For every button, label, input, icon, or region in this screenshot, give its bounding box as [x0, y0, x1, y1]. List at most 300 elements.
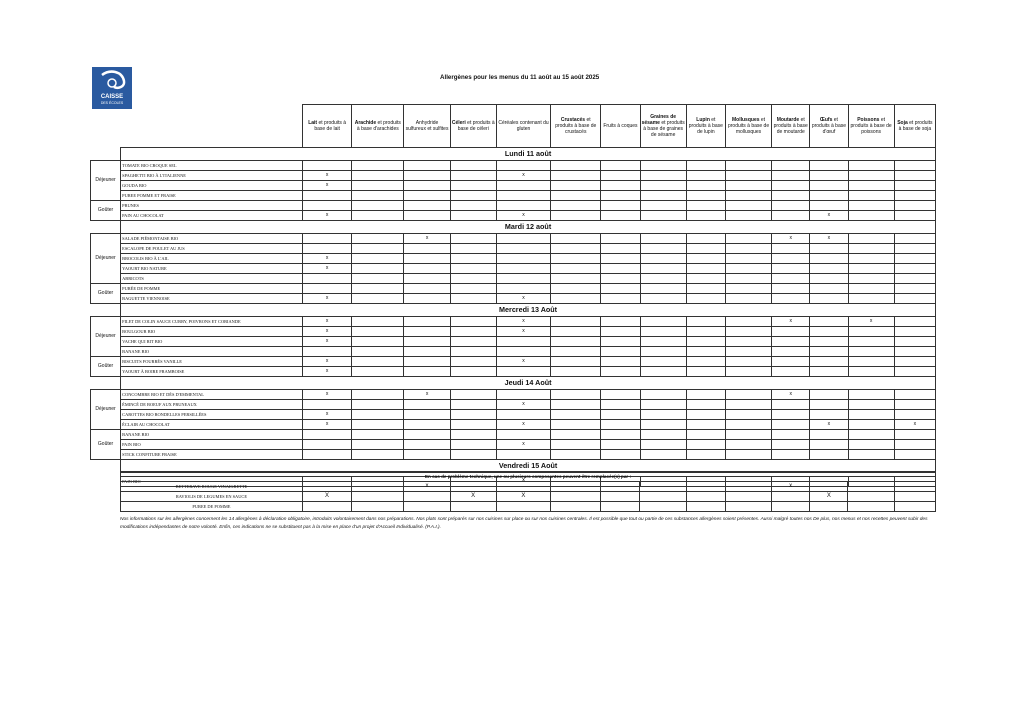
allergen-cell: [496, 410, 550, 420]
dish-row: [91, 234, 936, 244]
allergen-header: Arachide et produits à base d'arachides: [352, 105, 404, 148]
allergen-cell: [303, 400, 352, 410]
allergen-cell: [640, 234, 686, 244]
allergen-cell: [640, 191, 686, 201]
allergen-cell: [640, 171, 686, 181]
dish-name: TOMATE BIO CROQUE SEL: [121, 161, 303, 171]
allergen-cell: [848, 244, 894, 254]
allergen-cell: [640, 410, 686, 420]
dish-row: [91, 420, 936, 430]
allergen-cell: [686, 502, 725, 512]
allergen-cell: [894, 347, 935, 357]
allergen-cell: [450, 191, 496, 201]
allergen-cell: [894, 357, 935, 367]
allergen-cell: [640, 347, 686, 357]
allergen-cell: [725, 390, 771, 400]
allergen-cell: [810, 410, 848, 420]
allergen-cell: [404, 440, 450, 450]
allergen-cell: x: [303, 171, 352, 181]
allergen-cell: [551, 390, 601, 400]
allergen-cell: [352, 264, 404, 274]
allergen-cell: [601, 420, 640, 430]
allergen-cell: [404, 191, 450, 201]
allergen-cell: [601, 482, 640, 492]
allergen-header: Anhydride sulfureux et sulfites: [404, 105, 450, 148]
dish-name: ESCALOPE DE POULET AU JUS: [121, 244, 303, 254]
allergen-cell: [686, 244, 725, 254]
allergen-cell: [894, 274, 935, 284]
document-title: Allergènes pour les menus du 11 août au 15 août 2025: [440, 74, 600, 81]
allergen-cell: [725, 430, 771, 440]
allergen-cell: [601, 274, 640, 284]
allergen-cell: [640, 211, 686, 221]
allergen-cell: [404, 201, 450, 211]
allergen-cell: [640, 161, 686, 171]
allergen-cell: [810, 357, 848, 367]
allergen-cell: [450, 211, 496, 221]
allergen-cell: [894, 234, 935, 244]
allergen-cell: [848, 430, 894, 440]
allergen-cell: [303, 274, 352, 284]
allergen-cell: [848, 171, 894, 181]
allergen-cell: [303, 234, 352, 244]
allergen-cell: [772, 294, 810, 304]
allergen-cell: x: [303, 181, 352, 191]
allergen-cell: [725, 502, 771, 512]
allergen-cell: [601, 430, 640, 440]
allergen-cell: [725, 161, 771, 171]
allergen-cell: [404, 317, 450, 327]
allergen-cell: [496, 161, 550, 171]
allergen-cell: [551, 357, 601, 367]
meal-label: Goûter: [91, 284, 121, 304]
dish-name: ABRICOTS: [121, 274, 303, 284]
allergen-cell: [404, 400, 450, 410]
allergen-cell: [352, 234, 404, 244]
dish-name: PRUNES: [121, 201, 303, 211]
dish-row: [91, 327, 936, 337]
allergen-cell: [601, 400, 640, 410]
allergen-cell: [772, 244, 810, 254]
allergen-cell: [848, 440, 894, 450]
allergen-cell: [496, 502, 550, 512]
allergen-cell: [640, 317, 686, 327]
allergen-cell: [352, 482, 404, 492]
dish-row: [91, 201, 936, 211]
day-row: [91, 221, 936, 234]
allergen-cell: x: [772, 317, 810, 327]
allergen-cell: [810, 450, 848, 460]
allergen-cell: [725, 357, 771, 367]
allergen-cell: [404, 327, 450, 337]
allergen-cell: [848, 357, 894, 367]
allergen-cell: [303, 347, 352, 357]
allergen-cell: x: [303, 367, 352, 377]
allergen-cell: [640, 357, 686, 367]
allergen-cell: [352, 410, 404, 420]
allergen-cell: [450, 244, 496, 254]
allergen-cell: [772, 274, 810, 284]
meal-label: Goûter: [91, 430, 121, 460]
allergen-cell: [496, 430, 550, 440]
substitution-dish: PUREE DE POMME: [121, 502, 303, 512]
allergen-cell: [601, 390, 640, 400]
allergen-cell: [352, 171, 404, 181]
allergen-cell: [450, 390, 496, 400]
allergen-cell: [772, 420, 810, 430]
allergen-cell: [810, 254, 848, 264]
dish-row: [91, 440, 936, 450]
allergen-cell: x: [772, 482, 810, 492]
allergen-cell: [601, 264, 640, 274]
substitution-table: [120, 471, 936, 512]
dish-name: CONCOMBRE BIO ET DÉS D'EMMENTAL: [121, 390, 303, 400]
allergen-cell: x: [496, 400, 550, 410]
allergen-cell: [601, 254, 640, 264]
substitution-note-row: [121, 472, 936, 482]
allergen-cell: [551, 492, 601, 502]
allergen-cell: [404, 430, 450, 440]
allergen-cell: x: [303, 390, 352, 400]
dish-row: [91, 161, 936, 171]
allergen-cell: [404, 347, 450, 357]
allergen-cell: [686, 492, 725, 502]
allergen-cell: [404, 337, 450, 347]
allergen-cell: [848, 502, 894, 512]
allergen-cell: [686, 317, 725, 327]
allergen-cell: [686, 284, 725, 294]
substitution-dish: BETTERAVE ROUGE VINAIGRETTE: [121, 482, 303, 492]
allergen-cell: [894, 191, 935, 201]
allergen-header: Mollusques et produits à base de mollusques: [725, 105, 771, 148]
dish-name: BANANE BIO: [121, 430, 303, 440]
allergen-cell: x: [404, 390, 450, 400]
allergen-cell: [640, 264, 686, 274]
allergen-cell: [352, 317, 404, 327]
allergen-cell: x: [496, 327, 550, 337]
allergen-cell: [303, 191, 352, 201]
dish-name: VACHE QUI RIT BIO: [121, 337, 303, 347]
allergen-cell: [496, 201, 550, 211]
allergen-cell: x: [496, 294, 550, 304]
allergen-cell: x: [303, 327, 352, 337]
allergen-cell: [686, 357, 725, 367]
allergen-cell: [725, 234, 771, 244]
allergen-cell: [496, 274, 550, 284]
allergen-header: Crustacés et produits à base de crustacés: [551, 105, 601, 148]
day-title: Mardi 12 août: [121, 221, 936, 234]
allergen-cell: [551, 367, 601, 377]
allergen-cell: [725, 201, 771, 211]
allergen-cell: [404, 357, 450, 367]
allergen-cell: [496, 181, 550, 191]
allergen-cell: [450, 357, 496, 367]
allergen-cell: [640, 400, 686, 410]
dish-row: [91, 294, 936, 304]
allergen-cell: [894, 284, 935, 294]
allergen-cell: [725, 317, 771, 327]
allergen-cell: [450, 450, 496, 460]
allergen-cell: [848, 234, 894, 244]
allergen-cell: X: [810, 492, 848, 502]
dish-name: GOUDA BIO: [121, 181, 303, 191]
allergen-cell: [551, 254, 601, 264]
allergen-cell: [894, 482, 935, 492]
allergen-cell: x: [303, 254, 352, 264]
logo-emblem-icon: [92, 67, 132, 109]
dish-row: [91, 191, 936, 201]
allergen-cell: [601, 492, 640, 502]
meal-label: Déjeuner: [91, 317, 121, 357]
allergen-cell: [725, 367, 771, 377]
dish-row: [91, 284, 936, 294]
allergen-cell: [894, 161, 935, 171]
allergen-cell: [772, 181, 810, 191]
allergen-cell: [496, 284, 550, 294]
allergen-cell: [303, 161, 352, 171]
allergen-cell: [496, 337, 550, 347]
allergen-cell: [772, 367, 810, 377]
allergen-cell: [601, 337, 640, 347]
allergen-cell: [450, 410, 496, 420]
allergen-cell: [725, 337, 771, 347]
dish-row: [91, 357, 936, 367]
allergen-cell: [894, 400, 935, 410]
allergen-cell: x: [772, 234, 810, 244]
allergen-cell: [772, 201, 810, 211]
allergen-cell: [352, 327, 404, 337]
allergen-cell: [894, 181, 935, 191]
allergen-cell: [848, 410, 894, 420]
allergen-cell: [848, 400, 894, 410]
allergen-cell: [640, 430, 686, 440]
dish-row: [91, 274, 936, 284]
substitution-row: [121, 482, 936, 492]
dish-name: YAOURT BIO NATURE: [121, 264, 303, 274]
allergen-cell: [640, 450, 686, 460]
allergen-cell: [352, 201, 404, 211]
allergen-header: Lupin et produits à base de lupin: [686, 105, 725, 148]
allergen-cell: [303, 284, 352, 294]
allergen-cell: [640, 440, 686, 450]
allergen-cell: [551, 284, 601, 294]
allergen-cell: X: [302, 492, 351, 502]
allergen-cell: [725, 284, 771, 294]
allergen-cell: x: [496, 420, 550, 430]
dish-row: [91, 337, 936, 347]
allergen-cell: [686, 390, 725, 400]
dish-row: [91, 390, 936, 400]
allergen-cell: [848, 274, 894, 284]
allergen-cell: x: [303, 337, 352, 347]
dish-name: YAOURT À BOIRE FRAMBOISE: [121, 367, 303, 377]
dish-name: CAROTTES BIO RONDELLES PERSILLÉES: [121, 410, 303, 420]
allergen-cell: [404, 450, 450, 460]
allergen-cell: [725, 264, 771, 274]
allergen-cell: [894, 317, 935, 327]
allergen-cell: [772, 400, 810, 410]
allergen-cell: [810, 502, 848, 512]
allergen-cell: [601, 410, 640, 420]
allergen-cell: [352, 420, 404, 430]
allergen-cell: [772, 284, 810, 294]
allergen-cell: x: [303, 264, 352, 274]
dish-name: ÉCLAIR AU CHOCOLAT: [121, 420, 303, 430]
allergen-cell: [551, 244, 601, 254]
allergen-cell: [848, 420, 894, 430]
allergen-cell: [601, 244, 640, 254]
allergen-cell: [810, 367, 848, 377]
dish-row: [91, 171, 936, 181]
allergen-cell: x: [772, 390, 810, 400]
allergen-cell: x: [496, 171, 550, 181]
allergen-cell: [810, 337, 848, 347]
allergen-cell: [894, 254, 935, 264]
logo-line1: CAISSE: [100, 94, 124, 100]
allergen-cell: [303, 244, 352, 254]
day-row: [91, 304, 936, 317]
allergen-cell: [551, 264, 601, 274]
allergen-cell: [450, 400, 496, 410]
allergen-cell: X: [496, 492, 550, 502]
allergen-cell: [848, 201, 894, 211]
allergen-cell: [725, 440, 771, 450]
allergen-cell: [686, 450, 725, 460]
caisse-des-ecoles-logo: [92, 67, 132, 109]
allergen-cell: [848, 181, 894, 191]
allergen-cell: [640, 337, 686, 347]
allergen-cell: [640, 327, 686, 337]
allergen-cell: [450, 337, 496, 347]
allergen-cell: [894, 390, 935, 400]
allergen-cell: [772, 337, 810, 347]
allergen-cell: [601, 234, 640, 244]
allergen-cell: [640, 201, 686, 211]
allergen-cell: x: [496, 211, 550, 221]
allergen-cell: [551, 430, 601, 440]
dish-row: [91, 367, 936, 377]
allergen-cell: x: [496, 357, 550, 367]
allergen-cell: [686, 264, 725, 274]
allergen-cell: [686, 171, 725, 181]
allergen-cell: [450, 161, 496, 171]
allergen-cell: [601, 440, 640, 450]
allergen-header: Céleri et produits à base de céleri: [450, 105, 496, 148]
allergen-cell: [686, 274, 725, 284]
allergen-cell: [772, 430, 810, 440]
allergen-cell: [848, 390, 894, 400]
allergen-cell: [601, 181, 640, 191]
allergen-cell: [551, 400, 601, 410]
allergen-cell: [810, 400, 848, 410]
allergen-cell: [894, 294, 935, 304]
allergen-cell: [686, 234, 725, 244]
allergen-cell: [303, 201, 352, 211]
allergen-cell: [404, 161, 450, 171]
allergen-cell: [450, 284, 496, 294]
allergen-cell: [894, 337, 935, 347]
header-row: [91, 105, 936, 148]
day-row: [91, 148, 936, 161]
allergen-cell: [601, 201, 640, 211]
allergen-cell: [848, 337, 894, 347]
allergen-cell: [551, 327, 601, 337]
allergen-header: Soja et produits à base de soja: [894, 105, 935, 148]
allergen-cell: [601, 502, 640, 512]
allergen-header: Œufs et produits à base d'œuf: [810, 105, 848, 148]
allergen-header: Moutarde et produits à base de moutarde: [772, 105, 810, 148]
meal-label: Déjeuner: [91, 234, 121, 284]
allergen-cell: [725, 294, 771, 304]
dish-row: [91, 400, 936, 410]
allergen-cell: [551, 294, 601, 304]
allergen-cell: [496, 234, 550, 244]
allergen-cell: [551, 274, 601, 284]
allergen-cell: [725, 274, 771, 284]
allergen-cell: [601, 367, 640, 377]
allergen-cell: [404, 492, 450, 502]
allergen-cell: [450, 171, 496, 181]
allergen-cell: [450, 430, 496, 440]
allergen-cell: [894, 450, 935, 460]
allergen-cell: [810, 327, 848, 337]
allergen-cell: x: [303, 294, 352, 304]
dish-name: BANANE BIO: [121, 347, 303, 357]
allergen-header: Poissons et produits à base de poissons: [848, 105, 894, 148]
allergen-cell: [352, 357, 404, 367]
allergen-cell: [686, 181, 725, 191]
allergen-cell: x: [404, 234, 450, 244]
allergen-cell: [450, 294, 496, 304]
allergen-cell: [772, 440, 810, 450]
allergen-cell: [601, 284, 640, 294]
allergen-header: Lait et produits à base de lait: [303, 105, 352, 148]
allergen-cell: [725, 181, 771, 191]
allergen-cell: [601, 357, 640, 367]
allergen-cell: [551, 337, 601, 347]
allergen-cell: [848, 492, 894, 502]
allergen-cell: [772, 161, 810, 171]
meal-label: Goûter: [91, 357, 121, 377]
allergen-cell: [725, 400, 771, 410]
allergen-cell: [640, 367, 686, 377]
allergen-cell: [810, 161, 848, 171]
substitution-note: En cas de problème technique, une ou plusieurs composantes peuvent être remplacée(s) par :: [121, 472, 936, 482]
allergen-cell: [352, 502, 404, 512]
allergen-cell: [404, 420, 450, 430]
allergen-cell: [810, 347, 848, 357]
allergen-cell: [640, 294, 686, 304]
dish-row: [91, 254, 936, 264]
allergen-cell: [496, 347, 550, 357]
allergen-cell: [496, 482, 550, 492]
allergen-cell: x: [303, 410, 352, 420]
day-title: Jeudi 14 Août: [121, 377, 936, 390]
allergen-cell: [810, 294, 848, 304]
allergen-cell: [404, 244, 450, 254]
allergen-cell: [848, 294, 894, 304]
allergen-cell: [352, 440, 404, 450]
allergen-cell: [810, 430, 848, 440]
meal-label: Déjeuner: [91, 161, 121, 201]
allergen-cell: [686, 400, 725, 410]
allergen-cell: [352, 390, 404, 400]
allergen-cell: [404, 410, 450, 420]
dish-name: STICK CONFITURE FRAISE: [121, 450, 303, 460]
allergen-cell: [450, 181, 496, 191]
allergen-cell: x: [303, 211, 352, 221]
allergen-cell: [848, 211, 894, 221]
